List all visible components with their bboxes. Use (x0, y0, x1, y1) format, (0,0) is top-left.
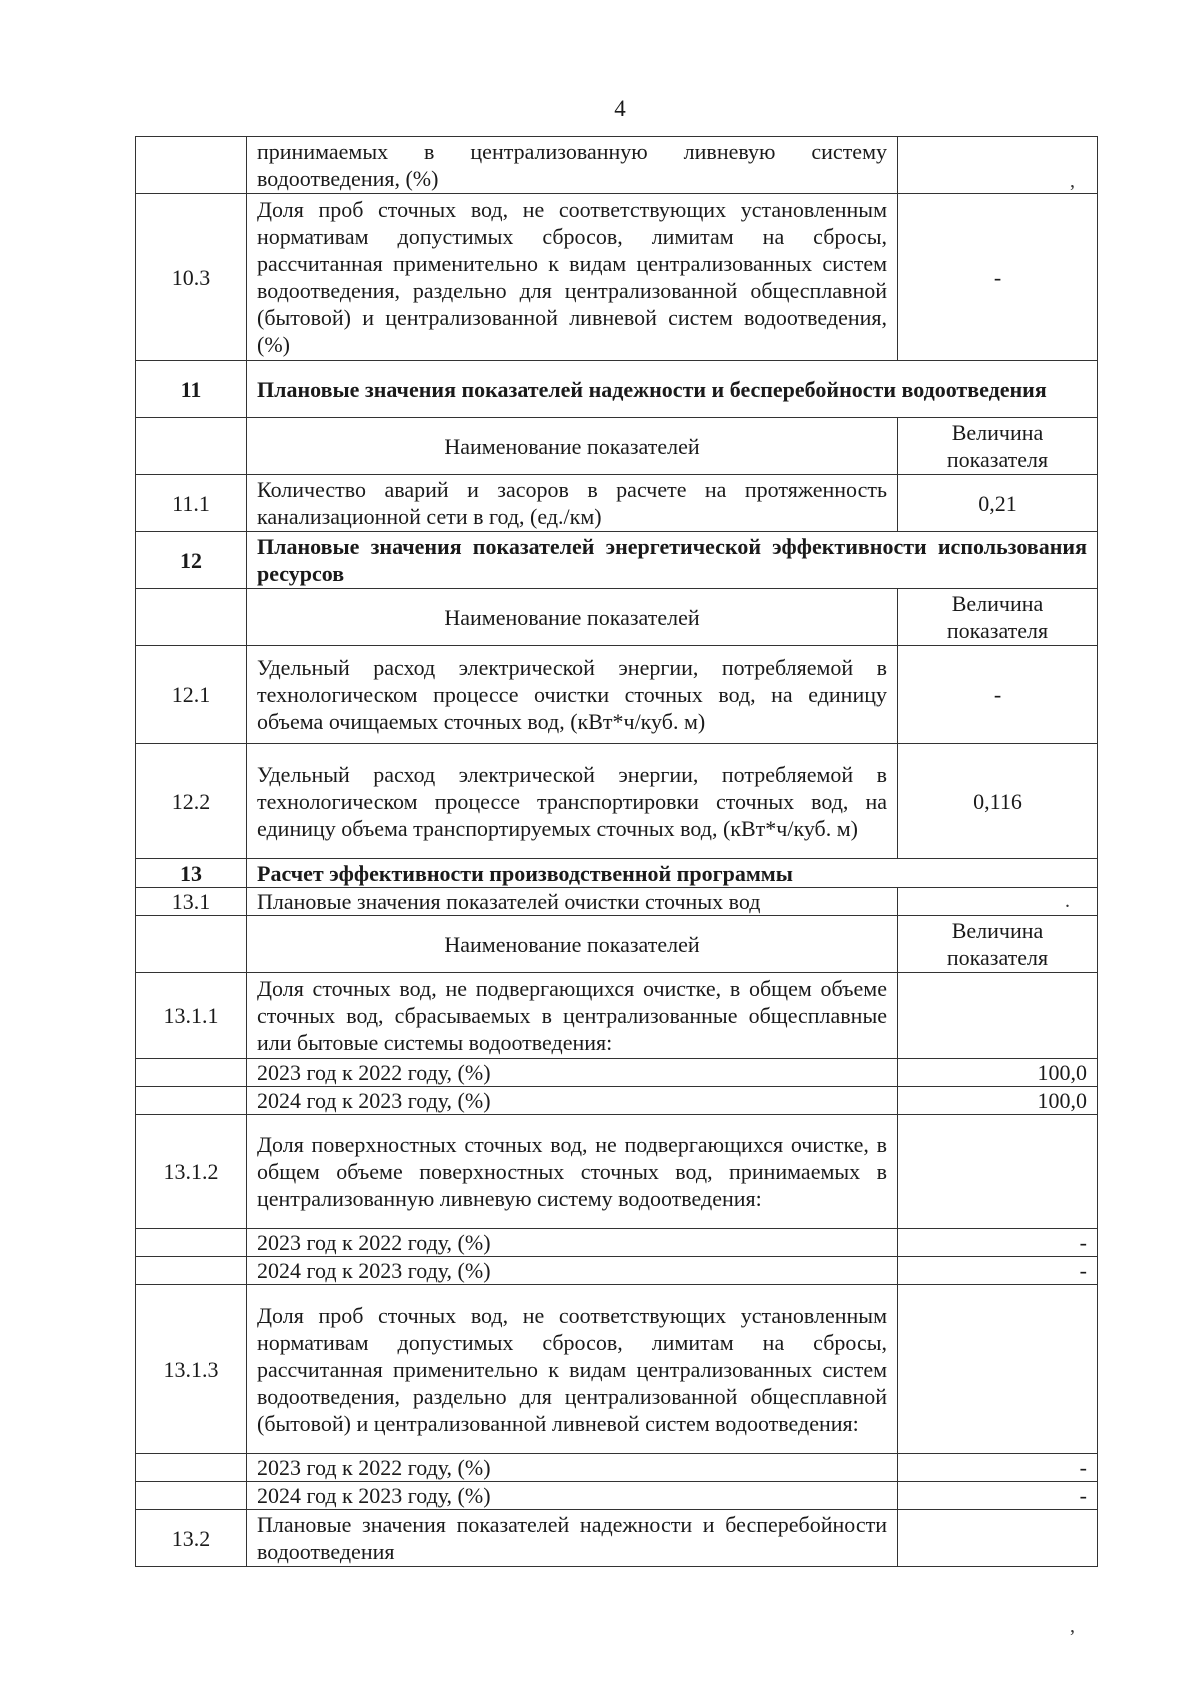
row-number (136, 1482, 247, 1510)
indicator-value: - (898, 194, 1098, 361)
value-column-header: Величина показателя (898, 916, 1098, 973)
indicator-value (898, 973, 1098, 1059)
row-number (136, 418, 247, 475)
indicator-value: - (898, 1229, 1098, 1257)
row-number: 11.1 (136, 475, 247, 532)
row-number (136, 1257, 247, 1285)
indicator-value: - (898, 1454, 1098, 1482)
section-row (136, 859, 1098, 888)
header-row (136, 589, 1098, 646)
indicator-name: 2024 год к 2023 году, (%) (247, 1087, 898, 1115)
header-row (136, 418, 1098, 475)
row-number (136, 916, 247, 973)
row-number: 13.1.2 (136, 1115, 247, 1229)
indicator-value (898, 1510, 1098, 1567)
row-number (136, 1059, 247, 1087)
table-row (136, 744, 1098, 859)
row-number (136, 137, 247, 194)
table-row (136, 1087, 1098, 1115)
section-row (136, 532, 1098, 589)
section-title: Плановые значения показателей энергетической эффективности использования ресурсов (247, 532, 1098, 589)
row-number: 12.1 (136, 646, 247, 744)
indicator-value (898, 1115, 1098, 1229)
section-number: 11 (136, 361, 247, 418)
scan-mark: , (1070, 170, 1075, 192)
indicator-name: Доля проб сточных вод, не соответствующих установленным нормативам допустимых сбросов, лимитам на сбросы, рассчитанная применительно к видам централизованных систем водоотведения, раздельно для централизованной общесплавной (бытовой) и централизованной ливневой систем водоотведения: (247, 1285, 898, 1454)
name-column-header: Наименование показателей (247, 916, 898, 973)
table-row (136, 1482, 1098, 1510)
indicator-value (898, 137, 1098, 194)
indicator-name: 2023 год к 2022 году, (%) (247, 1059, 898, 1087)
indicator-name: принимаемых в централизованную ливневую систему водоотведения, (%) (247, 137, 898, 194)
indicator-name: Удельный расход электрической энергии, потребляемой в технологическом процессе транспортировки сточных вод, на единицу объема транспортируемых сточных вод, (кВт*ч/куб. м) (247, 744, 898, 859)
row-number: 12.2 (136, 744, 247, 859)
table-row (136, 1115, 1098, 1229)
indicator-value: 100,0 (898, 1087, 1098, 1115)
table-row (136, 1285, 1098, 1454)
indicator-name: Плановые значения показателей очистки сточных вод (247, 888, 898, 916)
indicator-name: Плановые значения показателей надежности и бесперебойности водоотведения (247, 1510, 898, 1567)
row-number: 13.1 (136, 888, 247, 916)
table-row (136, 1510, 1098, 1567)
indicators-table (135, 136, 1098, 1567)
row-number: 10.3 (136, 194, 247, 361)
indicator-name: 2024 год к 2023 году, (%) (247, 1482, 898, 1510)
name-column-header: Наименование показателей (247, 418, 898, 475)
indicator-value: 0,116 (898, 744, 1098, 859)
table-row (136, 888, 1098, 916)
row-number (136, 589, 247, 646)
table-row (136, 646, 1098, 744)
indicator-name: Доля поверхностных сточных вод, не подвергающихся очистке, в общем объеме поверхностных сточных вод, принимаемых в централизованную ливневую систему водоотведения: (247, 1115, 898, 1229)
section-title: Расчет эффективности производственной программы (247, 859, 1098, 888)
indicator-value: - (898, 646, 1098, 744)
table-row (136, 1229, 1098, 1257)
indicator-value: 0,21 (898, 475, 1098, 532)
table-row (136, 973, 1098, 1059)
row-number (136, 1454, 247, 1482)
indicator-name: 2023 год к 2022 году, (%) (247, 1229, 898, 1257)
indicator-name: Доля сточных вод, не подвергающихся очистке, в общем объеме сточных вод, сбрасываемых в централизованные общесплавные или бытовые системы водоотведения: (247, 973, 898, 1059)
table-row (136, 475, 1098, 532)
page-number: 4 (614, 96, 626, 121)
scan-mark: , (1070, 1615, 1075, 1637)
indicator-value: 100,0 (898, 1059, 1098, 1087)
row-number (136, 1087, 247, 1115)
section-number: 12 (136, 532, 247, 589)
section-title: Плановые значения показателей надежности и бесперебойности водоотведения (247, 361, 1098, 418)
indicator-name: Количество аварий и засоров в расчете на протяженность канализационной сети в год, (ед./км) (247, 475, 898, 532)
indicator-name: Доля проб сточных вод, не соответствующих установленным нормативам допустимых сбросов, лимитам на сбросы, рассчитанная применительно к видам централизованных систем водоотведения, раздельно для централизованной общесплавной (бытовой) и централизованной ливневой систем водоотведения, (%) (247, 194, 898, 361)
row-number: 13.1.3 (136, 1285, 247, 1454)
table-row (136, 194, 1098, 361)
indicator-value (898, 1285, 1098, 1454)
header-row (136, 916, 1098, 973)
section-row (136, 361, 1098, 418)
value-column-header: Величина показателя (898, 589, 1098, 646)
value-column-header: Величина показателя (898, 418, 1098, 475)
table-row (136, 137, 1098, 194)
indicator-value: - (898, 1482, 1098, 1510)
indicator-name: 2024 год к 2023 году, (%) (247, 1257, 898, 1285)
table-row (136, 1257, 1098, 1285)
indicator-value: - (898, 1257, 1098, 1285)
table-row (136, 1454, 1098, 1482)
indicator-name: Удельный расход электрической энергии, потребляемой в технологическом процессе очистки сточных вод, на единицу объема очищаемых сточных вод, (кВт*ч/куб. м) (247, 646, 898, 744)
section-number: 13 (136, 859, 247, 888)
name-column-header: Наименование показателей (247, 589, 898, 646)
row-number (136, 1229, 247, 1257)
table-row (136, 1059, 1098, 1087)
indicator-name: 2023 год к 2022 году, (%) (247, 1454, 898, 1482)
row-number: 13.2 (136, 1510, 247, 1567)
row-number: 13.1.1 (136, 973, 247, 1059)
scan-mark: . (1065, 890, 1070, 912)
